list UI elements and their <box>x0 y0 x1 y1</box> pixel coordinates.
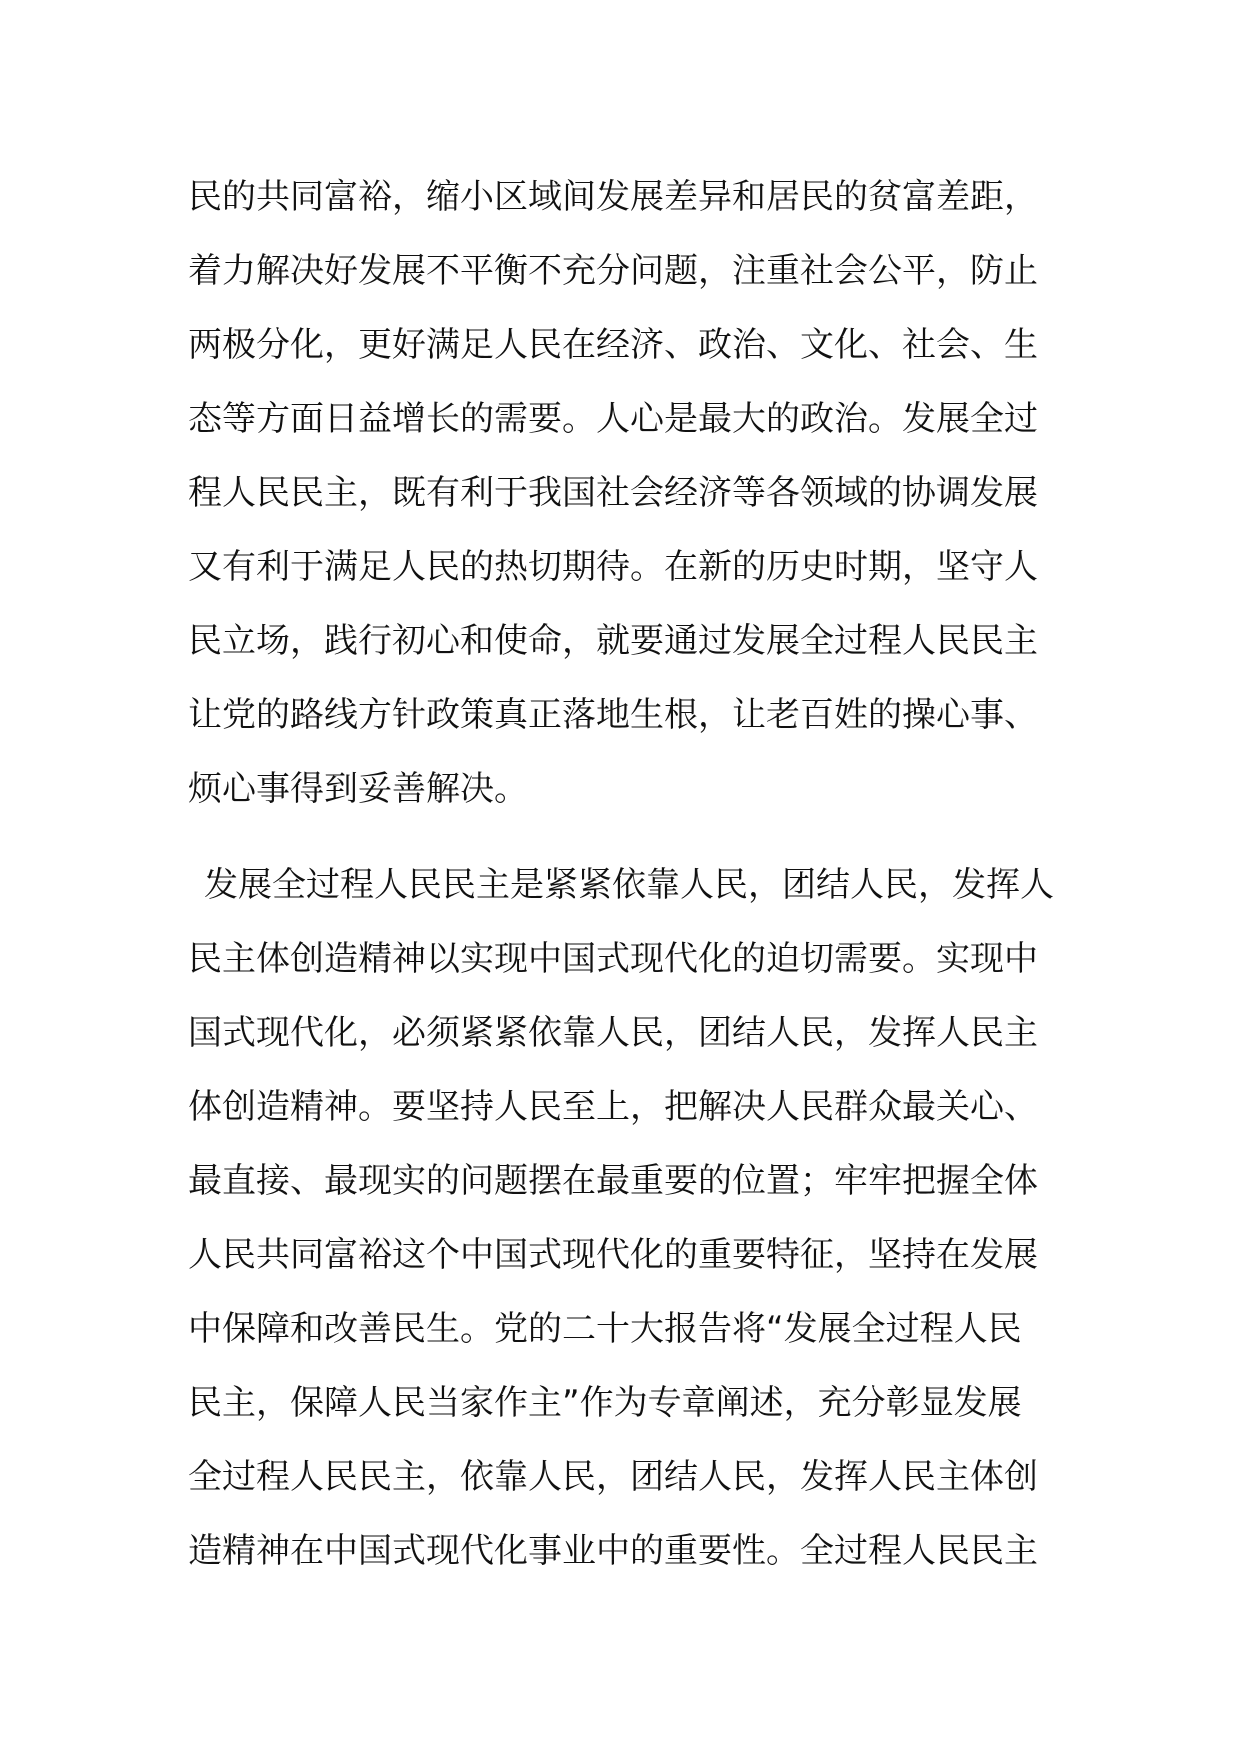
text-line: 程人民民主，既有利于我国社会经济等各领域的协调发展 <box>188 473 1038 513</box>
text-line: 中保障和改善民生。党的二十大报告将“发展全过程人民 <box>188 1309 1022 1349</box>
text-line: 着力解决好发展不平衡不充分问题，注重社会公平，防止 <box>188 251 1038 291</box>
text-line: 态等方面日益增长的需要。人心是最大的政治。发展全过 <box>188 399 1038 439</box>
text-line: 两极分化，更好满足人民在经济、政治、文化、社会、生 <box>188 325 1038 365</box>
text-line: 人民共同富裕这个中国式现代化的重要特征，坚持在发展 <box>188 1235 1038 1275</box>
paragraph-1 <box>188 160 1058 826</box>
text-line: 最直接、最现实的问题摆在最重要的位置；牢牢把握全体 <box>188 1161 1038 1201</box>
text-line: 又有利于满足人民的热切期待。在新的历史时期，坚守人 <box>188 547 1038 587</box>
paragraph-2 <box>188 848 1058 1588</box>
text-line: 民立场，践行初心和使命，就要通过发展全过程人民民主 <box>188 621 1038 661</box>
text-line: 国式现代化，必须紧紧依靠人民，团结人民，发挥人民主 <box>188 1013 1038 1053</box>
text-line: 体创造精神。要坚持人民至上，把解决人民群众最关心、 <box>188 1087 1038 1127</box>
text-line: 让党的路线方针政策真正落地生根，让老百姓的操心事、 <box>188 695 1038 735</box>
text-line: 造精神在中国式现代化事业中的重要性。全过程人民民主 <box>188 1531 1038 1571</box>
text-line: 发展全过程人民民主是紧紧依靠人民，团结人民，发挥人 <box>204 865 1054 905</box>
text-line: 民的共同富裕，缩小区域间发展差异和居民的贫富差距， <box>188 177 1038 217</box>
text-line: 全过程人民民主，依靠人民，团结人民，发挥人民主体创 <box>188 1457 1038 1497</box>
text-line: 民主，保障人民当家作主”作为专章阐述，充分彰显发展 <box>188 1383 1022 1423</box>
text-line: 烦心事得到妥善解决。 <box>188 769 528 809</box>
text-line: 民主体创造精神以实现中国式现代化的迫切需要。实现中 <box>188 939 1038 979</box>
